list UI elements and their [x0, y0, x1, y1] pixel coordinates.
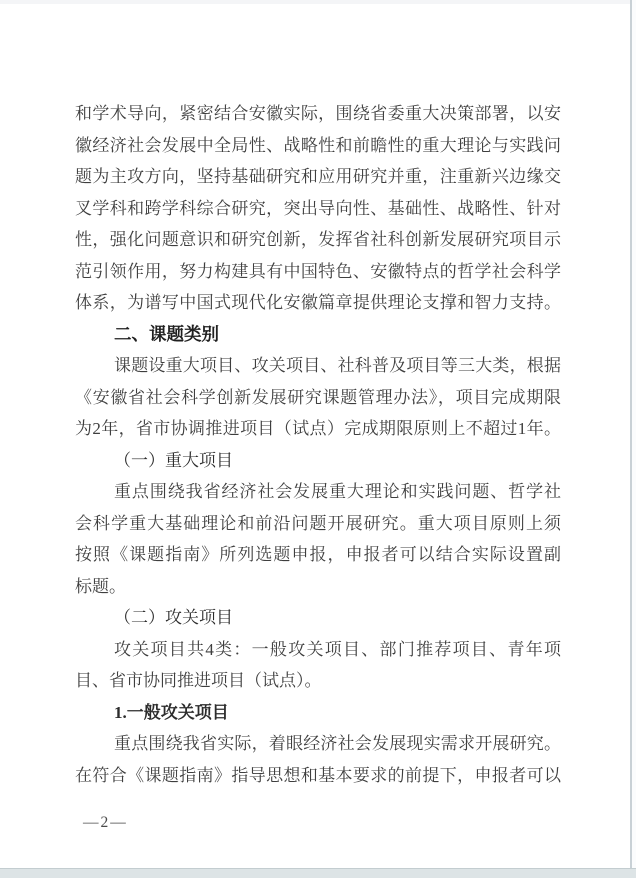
text-line: 徽经济社会发展中全局性、战略性和前瞻性的重大理论与实践问 — [75, 135, 561, 155]
text-line: 重点围绕我省实际，着眼经济社会发展现实需求开展研究。 — [114, 734, 561, 753]
subsection-heading: （二）攻关项目 — [114, 608, 233, 627]
text-line: 按照《课题指南》所列选题申报，申报者可以结合实际设置副 — [75, 545, 561, 564]
text-line: 叉学科和跨学科综合研究，突出导向性、基础性、战略性、针对 — [75, 198, 561, 218]
text-line: 范引领作用，努力构建具有中国特色、安徽特点的哲学社会科学 — [75, 261, 561, 281]
subsection-heading: （一）重大项目 — [114, 450, 233, 470]
scan-right-edge — [630, 0, 632, 878]
text-line: 和学术导向，紧密结合安徽实际，围绕省委重大决策部署，以安 — [75, 104, 561, 123]
text-line: 为2年，省市协调推进项目（试点）完成期限原则上不超过1年。 — [75, 419, 561, 438]
text-line: 体系，为谱写中国式现代化安徽篇章提供理论支撑和智力支持。 — [75, 293, 561, 312]
page-number: —2— — [83, 814, 128, 831]
scan-top-edge — [0, 0, 636, 4]
document-body — [75, 98, 561, 791]
scan-right-margin — [632, 0, 636, 878]
text-line: 目、省市协同推进项目（试点）。 — [75, 671, 322, 690]
text-line: 《安徽省社会科学创新发展研究课题管理办法》，项目完成期限 — [75, 387, 561, 407]
text-line: 题为主攻方向，坚持基础研究和应用研究并重，注重新兴边缘交 — [75, 167, 561, 186]
numbered-heading: 1.一般攻关项目 — [114, 702, 229, 722]
text-line: 性，强化问题意识和研究创新，发挥省社科创新发展研究项目示 — [75, 230, 561, 249]
text-line: 在符合《课题指南》指导思想和基本要求的前提下，申报者可以 — [75, 765, 561, 785]
section-heading: 二、课题类别 — [114, 323, 219, 344]
text-line: 重点围绕我省经济社会发展重大理论和实践问题、哲学社 — [114, 482, 561, 501]
scan-bottom-edge — [0, 868, 636, 878]
text-line: 标题。 — [75, 576, 126, 596]
text-line: 课题设重大项目、攻关项目、社科普及项目等三大类，根据 — [114, 356, 561, 375]
text-line: 会科学重大基础理论和前沿问题开展研究。重大项目原则上须 — [75, 513, 561, 533]
text-line: 攻关项目共4类：一般攻关项目、部门推荐项目、青年项 — [114, 639, 561, 659]
